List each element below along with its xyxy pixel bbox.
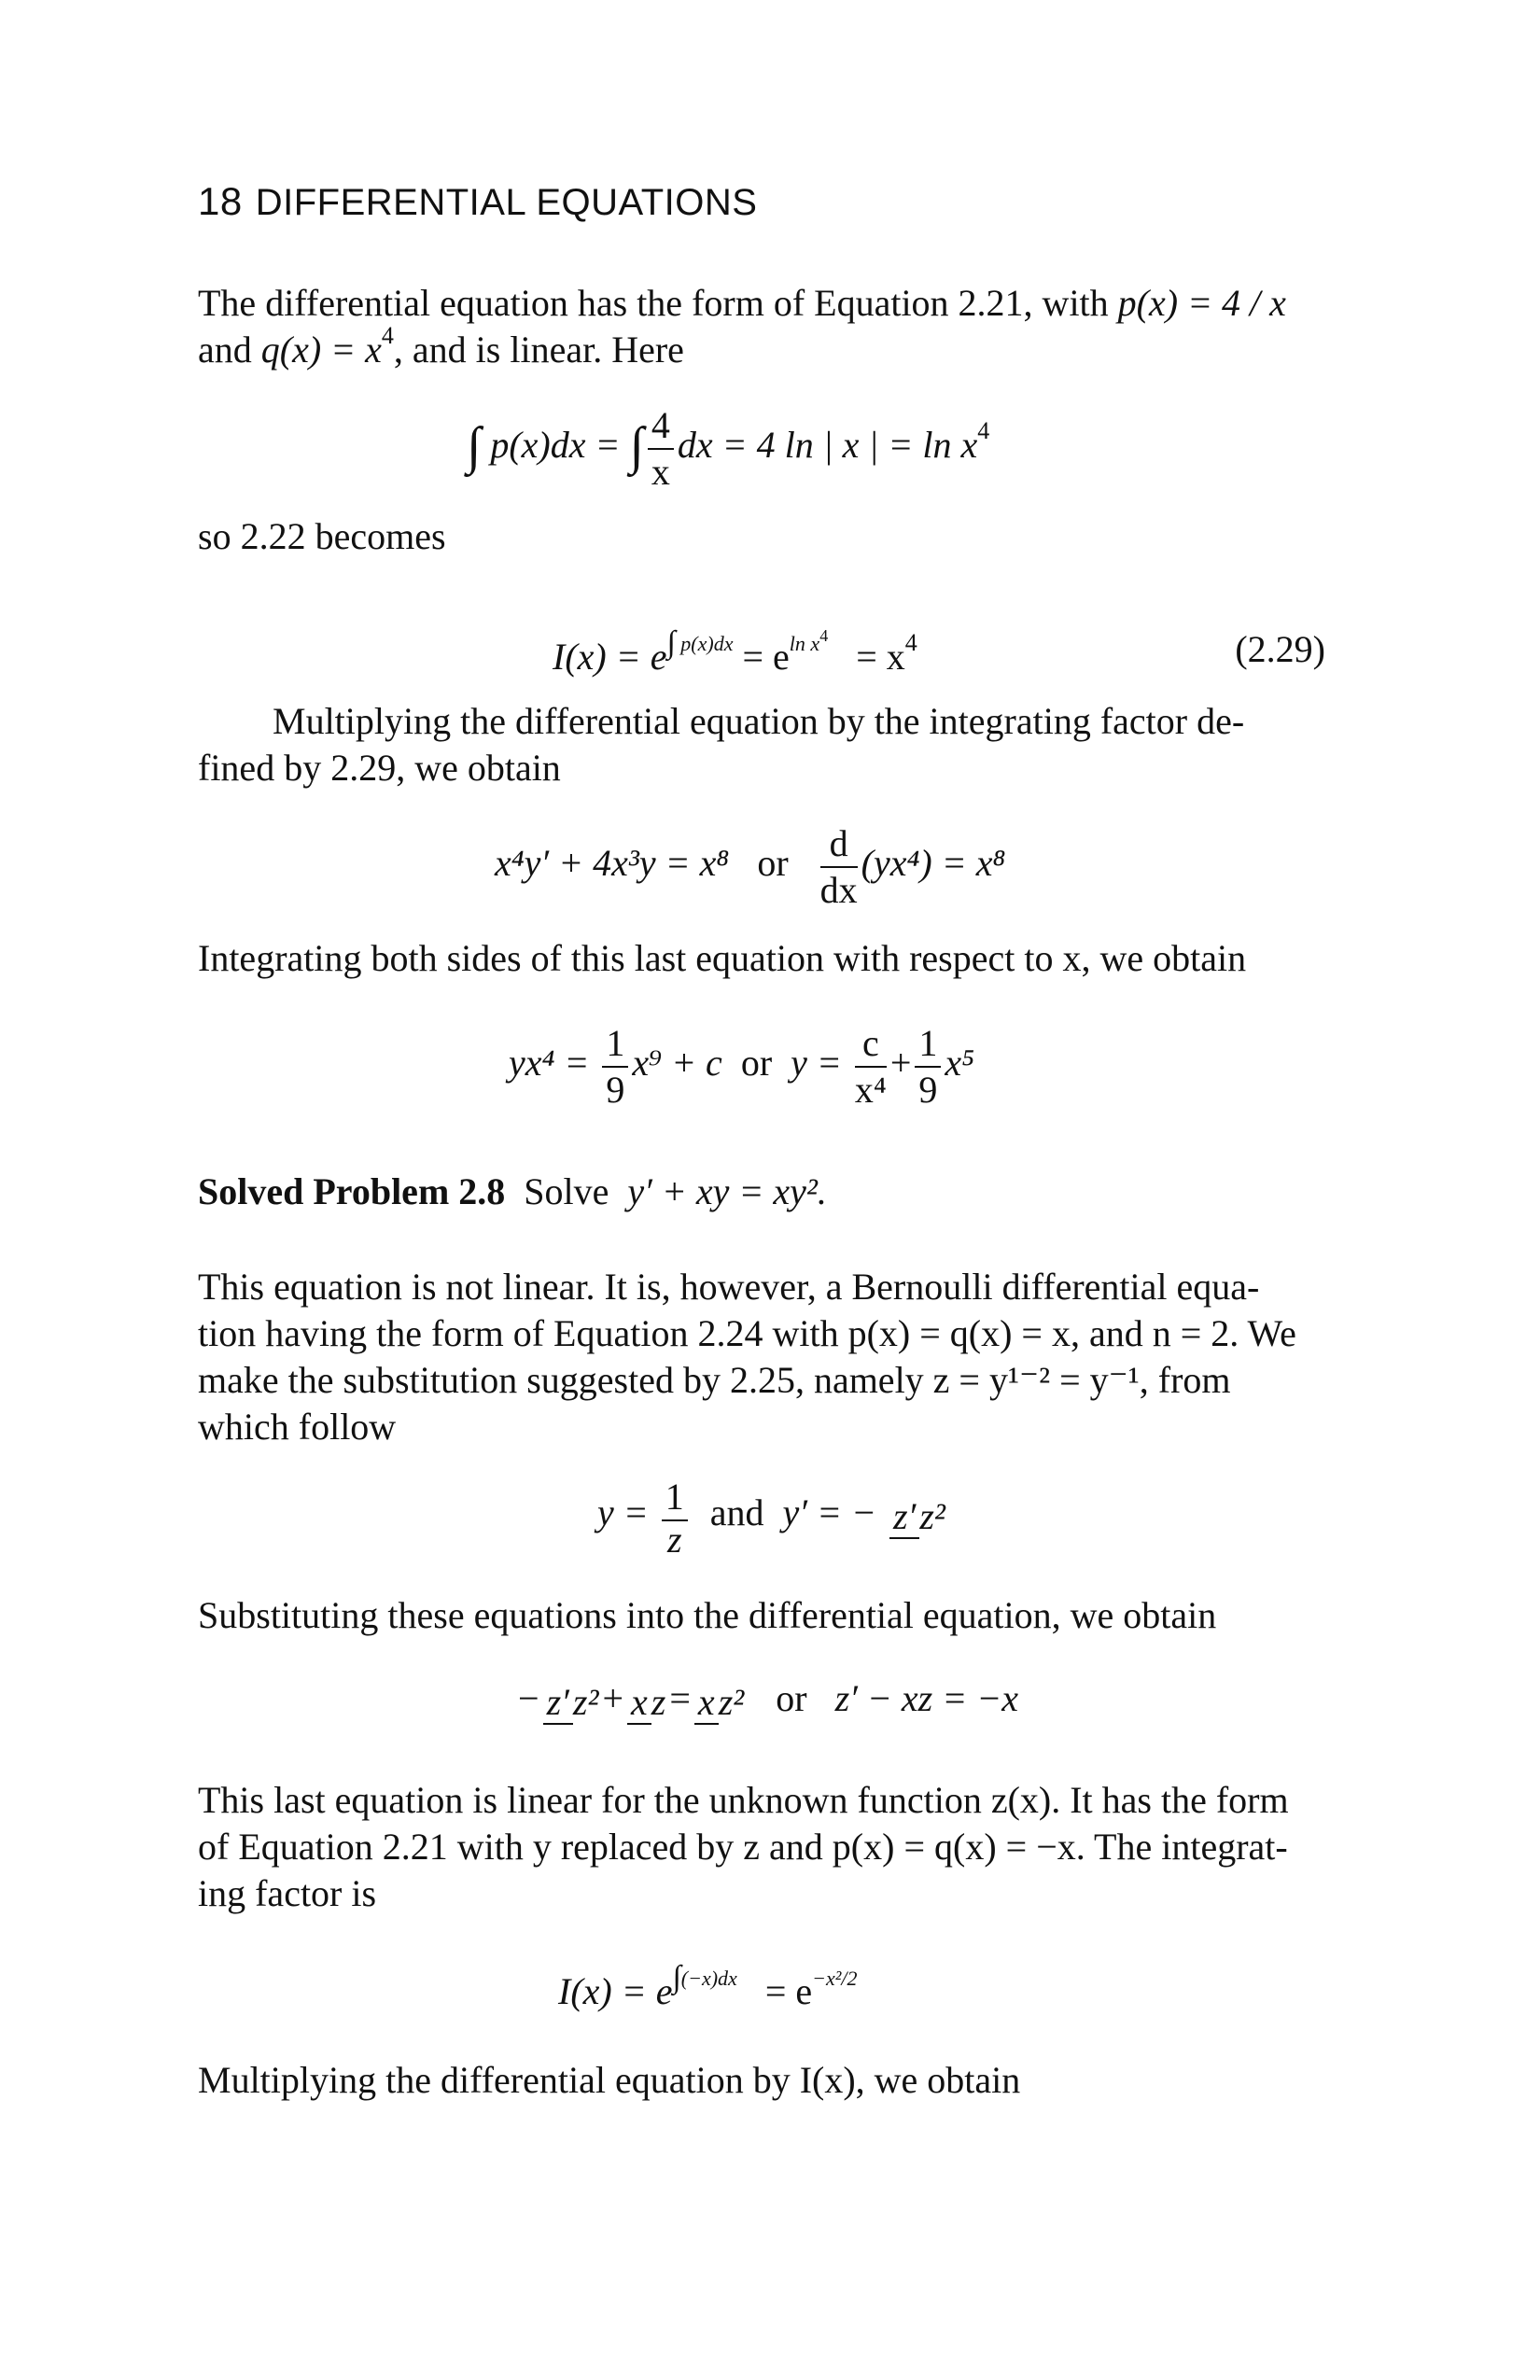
paragraph-bernoulli: This equation is not linear. It is, however, a Bernoulli differential equa- tion having the form of Equation 2.24 with p(x) = q(x) = x, and n = 2. We make the substitution suggested by 2.25, namely z = y¹⁻² = y⁻¹, from which follow xyxy=(198,1266,1296,1448)
solved-problem-heading: Solved Problem 2.8 Solve y′ + xy = xy². xyxy=(198,1170,827,1212)
problem-equation: y′ + xy = xy². xyxy=(627,1170,827,1212)
text-line: The differential equation has the form of Equation 2.21, with p(x) = 4 / x xyxy=(198,282,1286,324)
paragraph-final: Multiplying the differential equation by I(x), we obtain xyxy=(198,2059,1021,2101)
equation-2-29: $I(x) = e^{\int p(x)dx} = e^{ln x^4}$ = $x^4$ xyxy=(553,625,917,678)
problem-label: Solved Problem 2.8 xyxy=(198,1170,506,1212)
fraction: $\frac{d}{dx}$ xyxy=(819,822,858,911)
paragraph-integrating: Integrating both sides of this last equation with respect to x, we obtain xyxy=(198,937,1247,979)
fraction: $\frac{4}{x}$ xyxy=(648,403,674,495)
equation-multiplied: x⁴y′ + 4x³y = x⁸ or $\frac{d}{dx}$ (yx⁴) = x⁸ xyxy=(495,822,1006,911)
text-becomes: so 2.22 becomes xyxy=(198,515,446,557)
running-header xyxy=(198,179,757,224)
equation-integrated: yx⁴ = $\frac{1}{9}$ x⁹ + c or y = $\frac{c}{\text{x⁴}}$ + $\frac{1}{9}$ x⁵ xyxy=(509,1022,975,1111)
page-number: 18 xyxy=(198,179,243,223)
q-expression: q(x) = x xyxy=(260,329,382,371)
text-line: and $q(x) = x^4$, and is linear. Here xyxy=(198,322,684,371)
equation-integral: ∫ p(x)dx = ∫ $\frac{4}{x}$ dx = 4 ln | x | = $\ln x^4$ xyxy=(467,404,990,493)
p-expression: p(x) = 4 / x xyxy=(1117,282,1286,324)
chapter-title: DIFFERENTIAL EQUATIONS xyxy=(255,182,758,223)
integral-sign: ∫ xyxy=(629,417,644,476)
equation-substituted: − z′ z² + x z = x z² or z′ − xz = −x xyxy=(518,1677,1018,1723)
paragraph-linear: This last equation is linear for the unknown function z(x). It has the form of Equation 2.21 with y replaced by z and p(x) = q(x) = −x. The integrat- ing factor is xyxy=(198,1779,1289,1914)
paragraph-substituting: Substituting these equations into the differential equation, we obtain xyxy=(198,1594,1217,1636)
paragraph-intro xyxy=(198,280,1327,373)
equation-integrating-factor: $I(x) = e^{\int(-x)dx}$ = $e^{-x^2/2}$ xyxy=(558,1960,858,2012)
paragraph-multiplying: Multiplying the differential equation by the integrating factor de- fined by 2.29, we obtain xyxy=(198,700,1245,789)
integral-sign: ∫ xyxy=(467,417,482,476)
equation-substitution: y = $\frac{1}{z}$ and y′ = − z′ z² xyxy=(597,1476,945,1561)
equation-number: (2.29) xyxy=(1235,628,1325,670)
